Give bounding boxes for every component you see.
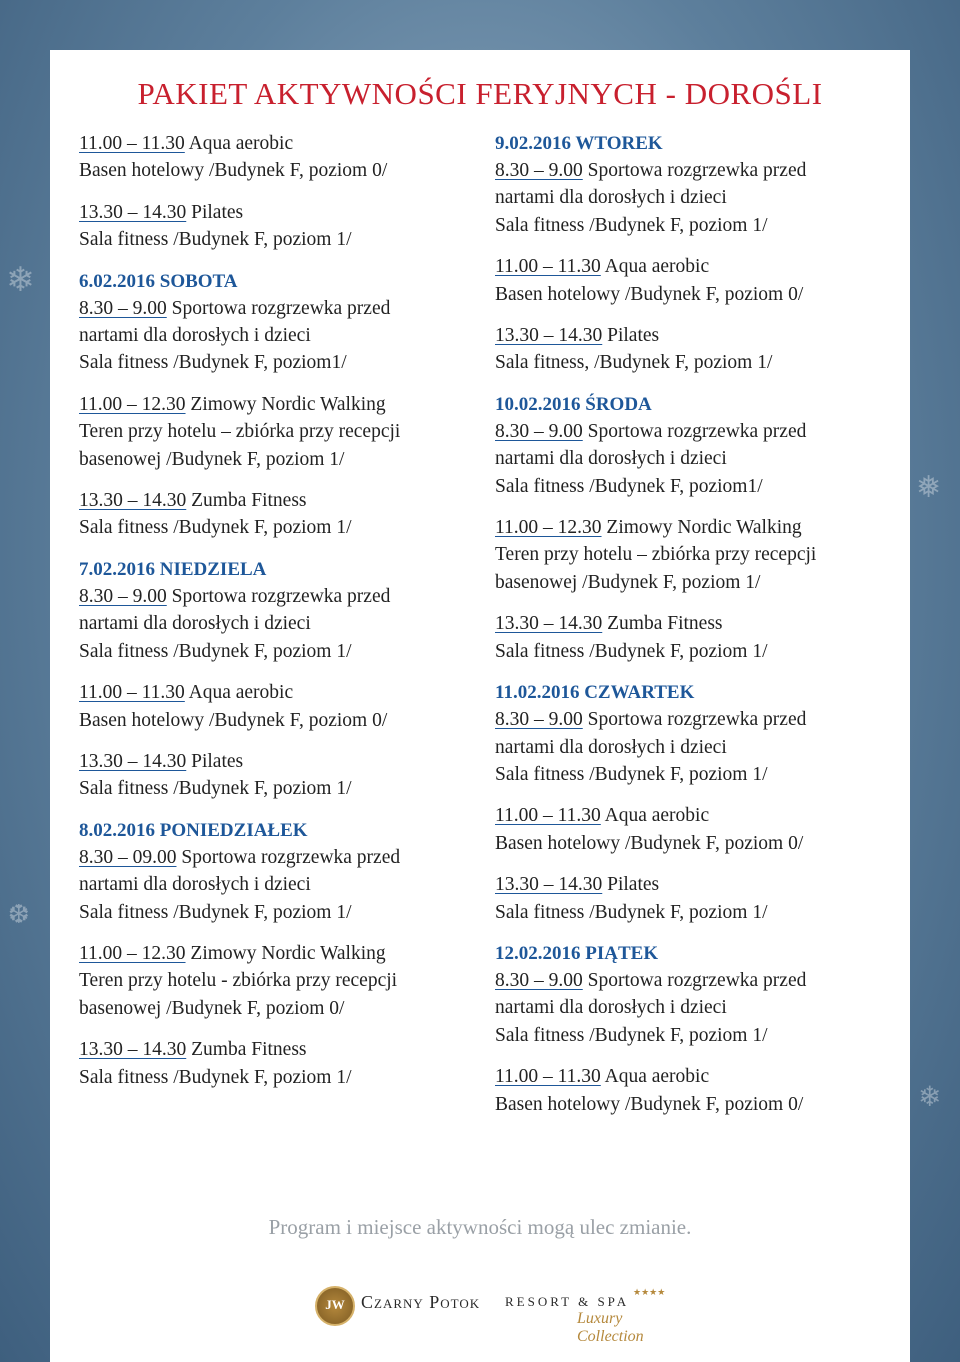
day-heading: 9.02.2016 WTOREK [495, 133, 663, 154]
activity-entry [495, 802, 895, 857]
logo-seal-text: JW [325, 1297, 345, 1312]
activity-title-line [495, 706, 895, 733]
activity-time: 11.00 – 11.30 [79, 133, 185, 154]
activity-detail-line: basenowej /Budynek F, poziom 1/ [495, 571, 761, 593]
activity-entry [79, 679, 469, 734]
activity-name: Zumba Fitness [607, 613, 723, 635]
activity-title-line [79, 199, 469, 226]
activity-detail-line: Sala fitness, /Budynek F, poziom 1/ [495, 352, 773, 374]
activity-title-line [79, 748, 469, 775]
activity-detail-line: nartami dla dorosłych i dzieci [79, 874, 311, 896]
logo-resort: RESORT & SPA [505, 1294, 630, 1309]
activity-detail-line: Basen hotelowy /Budynek F, poziom 0/ [79, 709, 388, 731]
activity-time: 8.30 – 09.00 [79, 846, 177, 868]
activity-title-line [495, 253, 895, 280]
logo-tagline: Luxury Collection [577, 1310, 644, 1345]
activity-entry [79, 391, 469, 473]
activity-name: Sportowa rozgrzewka przed [181, 846, 401, 868]
day-heading: 10.02.2016 ŚRODA [495, 393, 652, 415]
logo-seal-icon [315, 1286, 355, 1326]
activity-name: Pilates [607, 874, 660, 896]
activity-time: 8.30 – 9.00 [495, 969, 583, 991]
activity-time: 11.00 – 12.30 [79, 942, 186, 964]
activity-time: 8.30 – 9.00 [495, 709, 583, 731]
activity-entry [495, 706, 895, 788]
activity-time: 11.00 – 11.30 [495, 805, 601, 827]
activity-title-line [79, 487, 469, 514]
day-heading: 6.02.2016 SOBOTA [79, 270, 238, 292]
activity-name: Zumba Fitness [191, 1039, 307, 1061]
activity-detail-line: Sala fitness /Budynek F, poziom 1/ [495, 901, 768, 923]
activity-entry [79, 748, 469, 803]
activity-detail-line: Basen hotelowy /Budynek F, poziom 0/ [495, 283, 804, 305]
activity-name: Aqua aerobic [188, 682, 294, 704]
activity-entry [79, 199, 469, 254]
activity-detail-line: basenowej /Budynek F, poziom 1/ [79, 448, 345, 470]
activity-detail-line: Basen hotelowy /Budynek F, poziom 0/ [495, 1093, 804, 1115]
activity-entry [79, 1036, 469, 1091]
hotel-logo [315, 1282, 675, 1345]
day-heading: 7.02.2016 NIEDZIELA [79, 558, 267, 580]
activity-title-line [79, 391, 469, 418]
activity-title-line [79, 844, 469, 871]
day-heading: 11.02.2016 CZWARTEK [495, 682, 695, 704]
activity-time: 8.30 – 9.00 [495, 420, 583, 442]
activity-name: Pilates [607, 325, 660, 347]
activity-title-line [495, 418, 895, 445]
activity-title-line [495, 610, 895, 637]
activity-time: 8.30 – 9.00 [495, 160, 583, 181]
activity-name: Zimowy Nordic Walking [190, 942, 386, 964]
activity-detail-line: Sala fitness /Budynek F, poziom 1/ [495, 763, 768, 785]
activity-name: Sportowa rozgrzewka przed [587, 969, 807, 991]
activity-entry [495, 418, 895, 500]
activity-detail-line: Sala fitness /Budynek F, poziom1/ [495, 475, 763, 497]
activity-name: Sportowa rozgrzewka przed [171, 585, 391, 607]
activity-time: 11.00 – 12.30 [79, 393, 186, 415]
activity-entry [495, 514, 895, 596]
activity-time: 13.30 – 14.30 [495, 874, 603, 896]
activity-detail-line: nartami dla dorosłych i dzieci [79, 613, 311, 635]
activity-detail-line: nartami dla dorosłych i dzieci [79, 325, 311, 347]
activity-entry [495, 157, 895, 239]
activity-detail-line: Sala fitness /Budynek F, poziom 1/ [79, 517, 352, 539]
activity-name: Aqua aerobic [188, 133, 294, 154]
activity-entry [495, 1063, 895, 1118]
activity-name: Sportowa rozgrzewka przed [171, 297, 391, 319]
activity-entry [79, 940, 469, 1022]
activity-entry [495, 322, 895, 377]
activity-detail-line: nartami dla dorosłych i dzieci [495, 187, 727, 209]
activity-detail-line: Sala fitness /Budynek F, poziom 1/ [79, 1066, 352, 1088]
activity-name: Sportowa rozgrzewka przed [587, 420, 807, 442]
activity-time: 8.30 – 9.00 [79, 585, 167, 607]
activity-name: Sportowa rozgrzewka przed [587, 160, 807, 181]
activity-detail-line: Teren przy hotelu – zbiórka przy recepcji [79, 421, 401, 443]
activity-detail-line: Sala fitness /Budynek F, poziom 1/ [79, 229, 352, 251]
activity-entry [79, 295, 469, 377]
activity-title-line [79, 679, 469, 706]
activity-name: Aqua aerobic [604, 1066, 710, 1088]
activity-detail-line: Sala fitness /Budynek F, poziom 1/ [495, 640, 768, 662]
activity-detail-line: Sala fitness /Budynek F, poziom 1/ [495, 214, 768, 236]
activity-entry [79, 844, 469, 926]
activity-time: 11.00 – 11.30 [495, 1066, 601, 1088]
activity-detail-line: Basen hotelowy /Budynek F, poziom 0/ [495, 832, 804, 854]
snowflake-decoration: ❆ [8, 900, 30, 930]
activity-detail-line: Teren przy hotelu - zbiórka przy recepcji [79, 970, 398, 992]
activity-entry [79, 487, 469, 542]
activity-detail-line: nartami dla dorosłych i dzieci [495, 997, 727, 1019]
activity-time: 13.30 – 14.30 [495, 325, 603, 347]
activity-detail-line: nartami dla dorosłych i dzieci [495, 736, 727, 758]
activity-name: Aqua aerobic [604, 805, 710, 827]
activity-detail-line: Sala fitness /Budynek F, poziom1/ [79, 352, 347, 374]
activity-time: 11.00 – 11.30 [79, 682, 185, 704]
activity-title-line [495, 802, 895, 829]
activity-time: 11.00 – 11.30 [495, 256, 601, 278]
activity-name: Zumba Fitness [191, 490, 307, 512]
activity-title-line [79, 940, 469, 967]
activity-time: 13.30 – 14.30 [79, 1039, 187, 1061]
activity-detail-line: basenowej /Budynek F, poziom 0/ [79, 997, 345, 1019]
activity-detail-line: Sala fitness /Budynek F, poziom 1/ [79, 778, 352, 800]
activity-title-line [495, 322, 895, 349]
activity-entry [79, 583, 469, 665]
schedule-column-right [495, 130, 895, 1118]
schedule-column-left [79, 130, 469, 1091]
activity-time: 13.30 – 14.30 [79, 750, 187, 772]
activity-title-line [79, 295, 469, 322]
activity-name: Zimowy Nordic Walking [190, 393, 386, 415]
activity-title-line [495, 967, 895, 994]
snowflake-decoration: ❄ [6, 260, 35, 300]
activity-name: Sportowa rozgrzewka przed [587, 709, 807, 731]
activity-time: 8.30 – 9.00 [79, 297, 167, 319]
logo-stars: ★★★★ [633, 1288, 666, 1298]
activity-entry [495, 967, 895, 1049]
activity-name: Zimowy Nordic Walking [606, 517, 802, 539]
activity-detail-line: Sala fitness /Budynek F, poziom 1/ [79, 640, 352, 662]
activity-detail-line: Sala fitness /Budynek F, poziom 1/ [79, 901, 352, 923]
activity-detail-line: nartami dla dorosłych i dzieci [495, 448, 727, 470]
activity-time: 11.00 – 12.30 [495, 517, 602, 539]
activity-name: Aqua aerobic [604, 256, 710, 278]
activity-title-line [495, 514, 895, 541]
activity-title-line [495, 871, 895, 898]
activity-time: 13.30 – 14.30 [79, 201, 187, 223]
activity-detail-line: Sala fitness /Budynek F, poziom 1/ [495, 1024, 768, 1046]
activity-time: 13.30 – 14.30 [495, 613, 603, 635]
day-heading: 12.02.2016 PIĄTEK [495, 942, 659, 964]
footer-note: Program i miejsce aktywności mogą ulec zmianie. [268, 1215, 692, 1239]
activity-name: Pilates [191, 201, 244, 223]
page-title: PAKIET AKTYWNOŚCI FERYJNYCH - DOROŚLI [137, 76, 823, 111]
activity-entry [495, 871, 895, 926]
activity-detail-line: Basen hotelowy /Budynek F, poziom 0/ [79, 160, 388, 182]
activity-title-line [495, 157, 895, 184]
snowflake-decoration: ❄ [918, 1080, 942, 1113]
activity-title-line [79, 130, 469, 157]
snowflake-decoration: ❅ [916, 470, 942, 505]
day-heading: 8.02.2016 PONIEDZIAŁEK [79, 819, 308, 841]
activity-entry [495, 610, 895, 665]
activity-name: Pilates [191, 750, 244, 772]
activity-time: 13.30 – 14.30 [79, 490, 187, 512]
poster-panel [50, 50, 910, 1362]
activity-entry [79, 130, 469, 185]
activity-title-line [79, 583, 469, 610]
activity-detail-line: Teren przy hotelu – zbiórka przy recepcji [495, 544, 817, 566]
activity-title-line [79, 1036, 469, 1063]
logo-brand: Czarny Potok [361, 1292, 481, 1312]
activity-entry [495, 253, 895, 308]
activity-title-line [495, 1063, 895, 1090]
